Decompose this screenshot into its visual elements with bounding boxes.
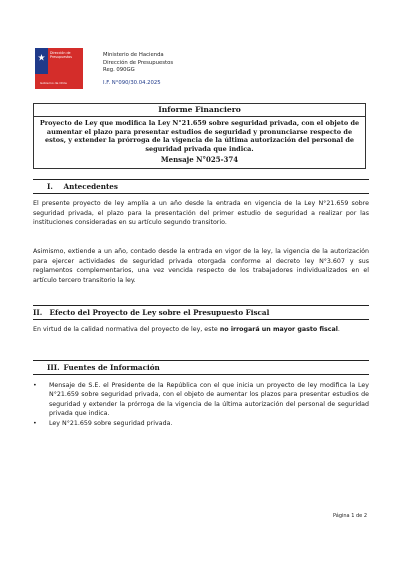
list-item: • Mensaje de S.E. el Presidente de la República con el que inicia un proyecto de ley modifica la Ley N°21.659 sobre seguridad privada, con el objeto de aumentar los plazos para presentar estudios de seguridad y extender la prórroga de la vigencia de la última autorización del personal de seguridad privada que indica.	[33, 381, 369, 419]
star-icon	[38, 54, 45, 61]
direction-name: Dirección de Presupuestos	[103, 59, 174, 66]
registry-code: Reg. 090GG	[103, 67, 135, 74]
section-number: III.	[47, 363, 60, 372]
page-number: Página 1 de 2	[332, 513, 367, 519]
report-subject: Proyecto de Ley que modifica la Ley N°21.659 sobre seguridad privada, con el objeto de aumentar el plazo para presentar estudios de seguridad y pronunciarse respecto de estos, y extender la prórroga de la vigencia de la última autorización del personal de seguridad privada que indica.	[39, 119, 360, 153]
section-number: II.	[33, 308, 43, 317]
section-title: Efecto del Proyecto de Ley sobre el Presupuesto Fiscal	[49, 308, 270, 317]
message-number: Mensaje N°025-374	[160, 155, 239, 165]
section-title: Fuentes de Información	[63, 363, 160, 372]
section-heading-antecedentes	[33, 179, 369, 194]
report-title: Informe Financiero	[34, 104, 365, 117]
section-heading-fuentes	[33, 360, 369, 375]
section-number: I.	[47, 182, 53, 191]
report-reference: I.F. N°090/30.04.2025	[103, 79, 161, 86]
logo-subtext: Gobierno de Chile	[40, 81, 67, 85]
section-paragraph: Asimismo, extiende a un año, contado desde la entrada en vigor de la ley, la vigencia de la autorización para ejercer actividades de seguridad privada otorgada conforme al decreto ley N°3.607 y sus reglamentos complementarios, una vez vencida respecto de los trabajadores individualizados en el artículo tercero transitorio la ley.	[33, 248, 369, 284]
paragraph-bold-text: no irrogará un mayor gasto fiscal	[219, 326, 338, 333]
paragraph-text: En virtud de la calidad normativa del proyecto de ley, este	[33, 326, 220, 333]
paragraph-text: .	[337, 326, 340, 333]
source-list	[33, 381, 369, 428]
section-heading-efecto	[33, 305, 369, 320]
document-header	[103, 52, 173, 87]
ministry-name: Ministerio de Hacienda	[103, 52, 164, 58]
section-title: Antecedentes	[63, 182, 118, 191]
list-item: • Ley N°21.659 sobre seguridad privada.	[33, 419, 369, 428]
government-logo	[35, 48, 83, 89]
section-paragraph: El presente proyecto de ley amplía a un año desde la entrada en vigencia de la Ley N°21.659 sobre seguridad privada, el plazo para la presentación del primer estudio de seguridad a realizar por las instituciones consideradas en su artículo segundo transitorio.	[33, 200, 369, 226]
logo-text: Dirección de Presupuestos	[50, 51, 73, 59]
report-title-box	[33, 103, 366, 169]
section-paragraph	[33, 325, 369, 335]
logo-blue-block	[35, 48, 48, 74]
